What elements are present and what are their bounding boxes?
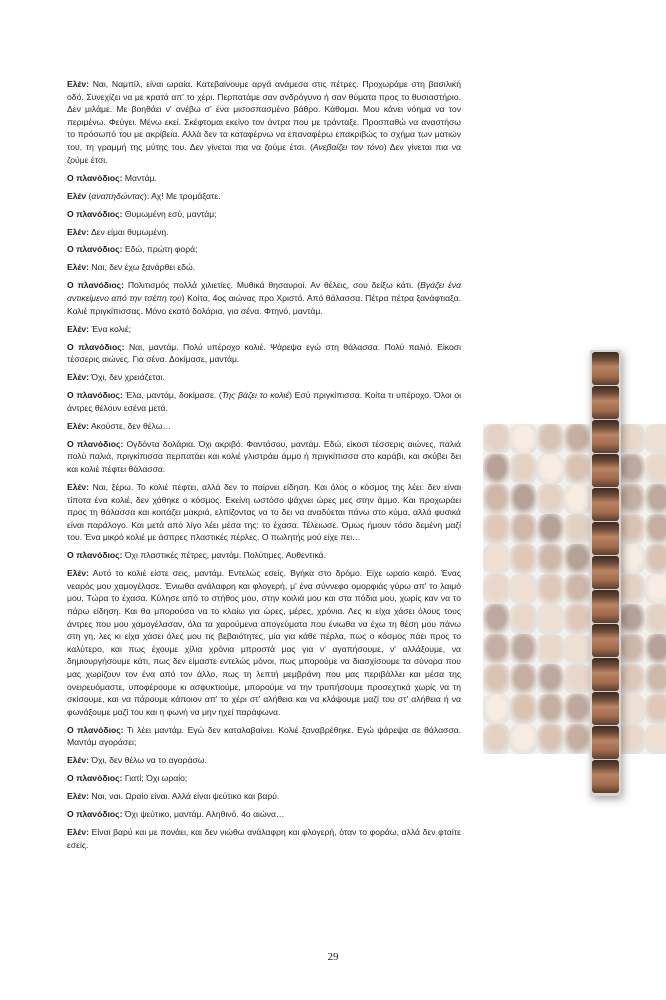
mosaic-face (483, 724, 510, 754)
dialogue-paragraph (67, 190, 461, 203)
dialogue-paragraph (67, 226, 461, 239)
dialogue-paragraph (67, 172, 461, 185)
speaker-name: Ο πλανόδιος: (67, 550, 123, 561)
speaker-name: Ελέν: (67, 481, 90, 492)
dialogue-paragraph (67, 790, 461, 803)
mosaic-face (483, 634, 510, 664)
mosaic-face (645, 424, 666, 454)
mosaic-face (483, 424, 510, 454)
dialogue-paragraph (67, 724, 461, 749)
dialogue-paragraph (67, 420, 461, 433)
dialogue-line: Ναι, ναι. Ωραίο είναι. Αλλά είναι ψεύτικο και βαρύ. (89, 791, 280, 802)
mosaic-face (618, 574, 645, 604)
dialogue-line: Δεν είμαι θυμωμένη. (89, 226, 169, 237)
mosaic-face (645, 544, 666, 574)
portrait-face (592, 658, 619, 691)
dialogue-line: Ακούστε, δεν θέλω… (89, 420, 172, 431)
portrait-face (592, 624, 619, 657)
mosaic-face (564, 604, 591, 634)
mosaic-face (645, 724, 666, 754)
mosaic-face (564, 544, 591, 574)
dialogue-line: Όχι, δεν χρειάζεται. (89, 372, 165, 383)
dialogue-line: Εδώ, πρώτη φορά; (122, 244, 198, 255)
mosaic-face (483, 664, 510, 694)
dialogue-line: Έλα, μαντάμ, δοκίμασε. ( (122, 390, 222, 401)
mosaic-face (510, 604, 537, 634)
mosaic-face (645, 634, 666, 664)
mosaic-face (618, 694, 645, 724)
mosaic-face (618, 454, 645, 484)
mosaic-face (537, 424, 564, 454)
mosaic-face (618, 484, 645, 514)
mosaic-face (645, 514, 666, 544)
mosaic-face (564, 484, 591, 514)
portrait-strip-image (590, 350, 621, 796)
mosaic-face (537, 724, 564, 754)
mosaic-face (645, 454, 666, 484)
mosaic-face (564, 424, 591, 454)
speaker-name: Ο πλανόδιος: (67, 809, 123, 820)
portrait-face (592, 590, 619, 623)
mosaic-face (645, 484, 666, 514)
mosaic-face (618, 664, 645, 694)
speaker-name: Ο πλανόδιος: (67, 390, 123, 401)
dialogue-line: Ναι, μαντάμ. Πολύ υπέροχο κολιέ. Ψάρεψα εγώ στη θάλασσα. Πολύ παλιό. Είκοσι τέσσερις αιώνες. Για σένα. Δοκίμασε, μαντάμ. (67, 341, 461, 365)
stage-direction: Βγάζει ένα αντικείμενο από την τσέπη του (67, 280, 462, 304)
mosaic-face (483, 514, 510, 544)
dialogue-line: Είναι βαρύ και με πονάει, και δεν νιώθω ανάλαφρη και φλογερή, όταν το φοράω, αλλά δεν φταίτε εσείς. (67, 827, 461, 850)
dialogue-paragraph (67, 772, 461, 785)
dialogue-paragraph (67, 808, 461, 821)
dialogue-paragraph (67, 754, 461, 767)
mosaic-face (645, 694, 666, 724)
mosaic-face (510, 724, 537, 754)
mosaic-face (483, 454, 510, 484)
portrait-face (592, 352, 619, 385)
speaker-name: Ο πλανόδιος: (67, 341, 125, 352)
dialogue-line: Ογδόντα δολάρια. Όχι ακριβό. Φαντάσου, μαντάμ. Εδώ, είκοσι τέσσερις αιώνες, παλιά πολύ παλιά, πριγκίπισσα περπατάει και κολιέ γλιστράει άμμο ή πριγκίπισσα στο καράβι, και σκύβει δει και κολιέ πέφτει θάλασσα. (67, 438, 461, 474)
speaker-name: Ελέν: (67, 372, 90, 383)
speaker-name: Ο πλανόδιος: (67, 280, 124, 291)
dialogue-line: Όχι πλαστικές πέτρες, μαντάμ. Πολύτιμες. Αυθεντικά. (122, 550, 326, 561)
mosaic-face (510, 634, 537, 664)
dialogue-text (67, 78, 461, 857)
mosaic-face (564, 694, 591, 724)
dialogue-line: Γιατί; Όχι ωραίο; (122, 773, 188, 784)
dialogue-paragraph (67, 371, 461, 384)
mosaic-face (645, 604, 666, 634)
mosaic-face (510, 574, 537, 604)
mosaic-face (510, 484, 537, 514)
mosaic-face (618, 514, 645, 544)
dialogue-paragraph (67, 261, 461, 274)
dialogue-paragraph (67, 243, 461, 256)
mosaic-face (483, 484, 510, 514)
dialogue-line: ): Αχ! Με τρομάξατε. (144, 190, 221, 201)
dialogue-paragraph (67, 323, 461, 336)
page-number: 29 (327, 951, 339, 963)
dialogue-line: Ναι, ξέρω. Το κολιέ πέφτει, αλλά δεν το παίρνει είδηση. Και όλος ο κόσμος της λέει: δεν είναι τίποτα ένα κολιέ, δεν χάθηκε ο κόσμος. Εκείνη ωστόσο ψάχνει ώρες μες στην άμμο. Και προχωράει προς τη θάλασσα και κοιτάζει μακριά, ελπίζοντας να το δει να αναδύεται πάνω στο κύμα, αλλά φυσικά είναι παράλογο. Και μετά από λίγο λέει μέσα της: το έχασα. Τέλειωσε. Όμως ήμουν τόσο δεμένη μαζί του. Ένα μικρό κολιέ με άσπρες πλαστικές πέρλες. Ο πωλητής μού είχε πει… (67, 481, 461, 543)
mosaic-face (564, 514, 591, 544)
dialogue-line: Τι λέει μαντάμ. Εγώ δεν καταλαβαίνει. Κολιέ ξαναβρέθηκε. Εγώ ψάρεψα σε θάλασσα. Μαντάμ αγοράσει; (67, 724, 461, 748)
dialogue-paragraph (67, 78, 461, 166)
speaker-name: Ελέν (67, 190, 87, 201)
mosaic-face (564, 724, 591, 754)
dialogue-paragraph (67, 549, 461, 562)
dialogue-line: ) Κοίτα, 4ος αιώνας προ Χριστό. Από θάλασσα. Πέτρα πέτρα ξανάφτιαξα. Κολιέ πριγκίπισσας. Μόνο εκατό δολάρια, για σένα. Φτηνό, μαντάμ. (67, 293, 462, 316)
mosaic-face (483, 604, 510, 634)
speaker-name: Ελέν: (67, 323, 90, 334)
dialogue-line: Ναι, Ναμπίλ, είναι ωραία. Κατεβαίνουμε αργά ανάμεσα στις πέτρες. Προχωράμε στη βασιλική οδό. Συνεχίζει να με κρατά απ' το χέρι. Περπατάμε σαν ανδρόγυνο ή σαν θύματα προς το θυσιαστήριο. Δεν μιλάμε. Με βοηθάει ν' ανέβω σ' ένα μισοσπασμένο βάθρο. Κάθομαι. Μου κάνει νόημα να τον περιμένω. Φεύγει. Μένω εκεί. Σκέφτομαι εκείνο τον άντρα που με τράνταξε. Προσπαθώ να αναστήσω το πρόσωπό του με ακρίβεια. Αλλά δεν τα καταφέρνω να επαναφέρω επακριβώς το σχήμα των ματιών του, τη γραμμή της μύτης του. Δεν γίνεται πια να ζούμε έτσι. ( (67, 79, 461, 152)
speaker-name: Ελέν: (67, 568, 90, 579)
stage-direction: Ανεβαίζει τον τόνο (312, 141, 384, 152)
dialogue-line: ) Δεν γίνεται πια να ζούμε έτσι. (67, 141, 462, 165)
portrait-face (592, 454, 619, 487)
mosaic-face (537, 514, 564, 544)
portrait-face (592, 726, 619, 759)
mosaic-face (510, 454, 537, 484)
dialogue-paragraph (67, 826, 461, 851)
mosaic-face (537, 544, 564, 574)
mosaic-face (537, 484, 564, 514)
mosaic-face (564, 454, 591, 484)
mosaic-face (618, 634, 645, 664)
mosaic-face (618, 604, 645, 634)
dialogue-line: ( (86, 190, 92, 201)
dialogue-paragraph (67, 389, 461, 414)
dialogue-paragraph (67, 481, 461, 544)
dialogue-paragraph (67, 208, 461, 221)
mosaic-face (483, 544, 510, 574)
dialogue-line: Όχι ψεύτικο, μαντάμ. Αληθινό. 4ο αιώνα… (122, 809, 285, 820)
speaker-name: Ελέν: (67, 262, 90, 273)
portrait-face (592, 692, 619, 725)
mosaic-face (537, 634, 564, 664)
faces-mosaic-image (483, 424, 666, 754)
speaker-name: Ελέν: (67, 791, 90, 802)
mosaic-face (510, 424, 537, 454)
dialogue-paragraph (67, 567, 461, 718)
dialogue-line: ) Εσύ πριγκίπισσα. Κοίτα τι υπέροχο. Όλοι οι άντρες θέλουν εσένα μετά. (67, 390, 462, 413)
speaker-name: Ελέν: (67, 420, 90, 431)
speaker-name: Ο πλανόδιος: (67, 208, 123, 219)
dialogue-line: Όχι, δεν θέλω να το αγοράσω. (89, 755, 207, 766)
mosaic-face (510, 514, 537, 544)
speaker-name: Ο πλανόδιος: (67, 172, 123, 183)
speaker-name: Ο πλανόδιος: (67, 773, 123, 784)
mosaic-face (618, 544, 645, 574)
mosaic-face (483, 574, 510, 604)
portrait-face (592, 488, 619, 521)
speaker-name: Ο πλανόδιος: (67, 438, 124, 449)
mosaic-face (564, 664, 591, 694)
dialogue-line: Θυμωμένη εσύ, μαντάμ; (122, 208, 217, 219)
speaker-name: Ελέν: (67, 226, 90, 237)
mosaic-face (564, 634, 591, 664)
dialogue-line: Πολιτισμός πολλά χιλιετίες. Μυθικά θησαυροί. Αν θέλεις, σου δείξω κάτι. ( (123, 280, 421, 291)
dialogue-line: Ένα κολιέ; (89, 323, 132, 334)
dialogue-paragraph (67, 438, 461, 476)
dialogue-line: Αυτό το κολιέ είστε σεις, μαντάμ. Εντελώς εσείς. Βγήκα στο δρόμο. Είχε ωραίο καιρό. Ένας νεαρός μου χαμογέλασε. Ένιωθα ανάλαφρη και φλογερή, μ' ένα σύννεφο ομορφιάς γύρω απ' το λαιμό μου. Τώρα το έχασα. Κύλησε από το στήθος μου, στην κοιλιά μου και στα πόδια μου, χωρίς καν να το πάρω είδηση. Και θα μπορούσα να το κλαίω για ώρες, μέρες, χρόνια. Λες κι είχα χάσει όλους τους άντρες που μου χαμογέλασαν, όλα τα χαρούμενα απογεύματα που ένιωθα να έχω τη θέση μου πάνω στη γη, λες κι είχα χάσει όλες μου τις βεβαιότητες, μία για κάθε πέρλα, πως ο κόσμος πάει προς το καλύτερο, και πως έχουμε χίλια χρόνια μπροστά μας για ν' αγαπήσουμε, ν' αλλάξουμε, να δημιουργήσουμε κάτι, πως δεν είμαστε εντελώς μόνοι, πως μπορούμε να διασχίσουμε τα σύνορα που μας χωρίζουν τον ένα από τον άλλο, πως τη λεπτή μεμβράνη που μας περιβάλλει και μέσα της ονειρευόμαστε, υποφέρουμε κι ασφυκτιούμε, μπορούμε να την τρυπήσουμε προσεχτικά χωρίς να τη σκίσουμε, και να πάρουμε κάποιον απ' το χέρι στ' αλήθεια και να κλάψουμε μαζί του στ' αλήθεια ή να φωνάξουμε μαζί του και η φωνή να μην ηχεί παράφωνα. (67, 568, 461, 717)
portrait-face (592, 556, 619, 589)
mosaic-face (645, 664, 666, 694)
mosaic-face (537, 574, 564, 604)
speaker-name: Ελέν: (67, 755, 90, 766)
mosaic-face (537, 694, 564, 724)
speaker-name: Ελέν: (67, 79, 90, 89)
portrait-face (592, 386, 619, 419)
portrait-face (592, 522, 619, 555)
mosaic-face (510, 544, 537, 574)
mosaic-face (618, 724, 645, 754)
mosaic-face (483, 694, 510, 724)
dialogue-line: Μαντάμ. (122, 172, 157, 183)
speaker-name: Ο πλανόδιος: (67, 724, 124, 735)
portrait-face (592, 760, 619, 793)
portrait-face (592, 420, 619, 453)
mosaic-face (618, 424, 645, 454)
dialogue-line: Ναι, δεν έχω ξανάρθει εδώ. (89, 262, 196, 273)
mosaic-face (537, 604, 564, 634)
speaker-name: Ο πλανόδιος: (67, 244, 123, 255)
dialogue-paragraph (67, 341, 461, 366)
mosaic-face (537, 454, 564, 484)
stage-direction: αναπηδώντας (91, 190, 144, 201)
mosaic-face (564, 574, 591, 604)
mosaic-face (645, 574, 666, 604)
dialogue-paragraph (67, 279, 461, 317)
mosaic-face (537, 664, 564, 694)
mosaic-face (510, 664, 537, 694)
mosaic-face (510, 694, 537, 724)
speaker-name: Ελέν: (67, 827, 90, 838)
stage-direction: Της βάζει το κολιέ (221, 390, 290, 401)
